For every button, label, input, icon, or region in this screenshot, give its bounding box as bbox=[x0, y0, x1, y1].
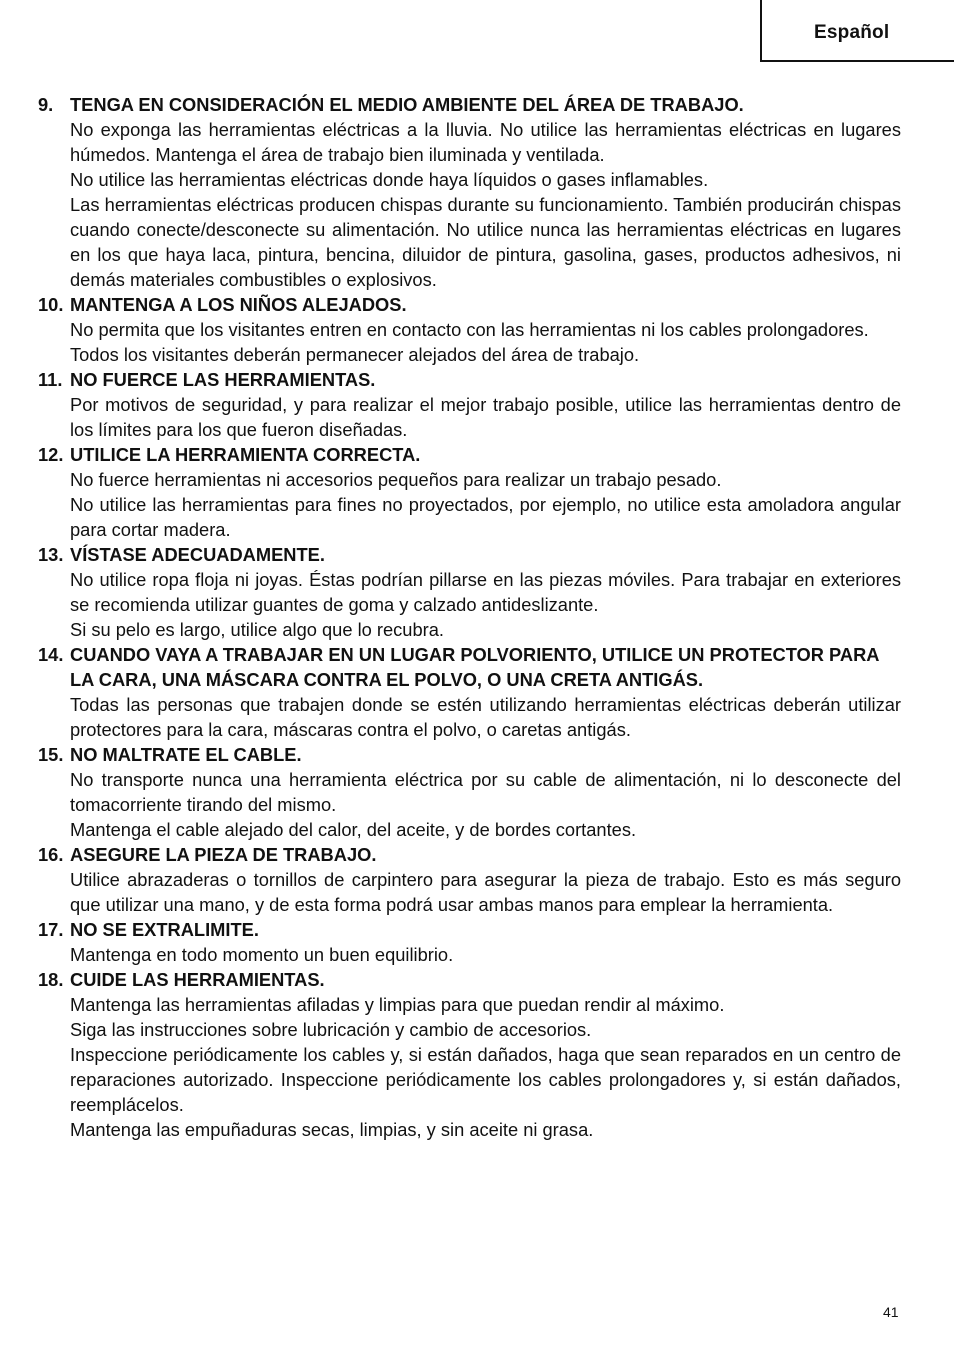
instruction-item-11 bbox=[38, 367, 901, 442]
item-paragraph: Mantenga en todo momento un buen equilibrio. bbox=[70, 944, 454, 965]
page-number: 41 bbox=[883, 1304, 899, 1320]
item-paragraph: No fuerce herramientas ni accesorios pequeños para realizar un trabajo pesado. bbox=[70, 469, 722, 490]
item-heading: MANTENGA A LOS NIÑOS ALEJADOS. bbox=[70, 294, 407, 315]
item-heading: NO FUERCE LAS HERRAMIENTAS. bbox=[70, 369, 376, 390]
item-paragraph: Todos los visitantes deberán permanecer alejados del área de trabajo. bbox=[70, 344, 640, 365]
instruction-item-14 bbox=[38, 642, 901, 742]
item-heading: NO MALTRATE EL CABLE. bbox=[70, 744, 302, 765]
item-paragraph: Siga las instrucciones sobre lubricación y cambio de accesorios. bbox=[70, 1019, 592, 1040]
item-number: 11. bbox=[38, 369, 63, 390]
item-number: 12. bbox=[38, 444, 64, 465]
item-paragraph: Las herramientas eléctricas producen chispas durante su funcionamiento. También producirán chispas cuando conecte/desconecte su alimentación. No utilice nunca las herramientas eléctricas en lugares en los que haya laca, pintura, bencina, diluidor de pintura, gasolina, gases, productos adhesivos, ni demás materiales combustibles o explosivos. bbox=[70, 194, 901, 290]
item-number: 10. bbox=[38, 294, 64, 315]
item-paragraph: No utilice las herramientas para fines no proyectados, por ejemplo, no utilice esta amoladora angular para cortar madera. bbox=[70, 494, 901, 540]
instruction-item-17 bbox=[38, 917, 901, 967]
instruction-item-12 bbox=[38, 442, 901, 542]
item-paragraph: No exponga las herramientas eléctricas a la lluvia. No utilice las herramientas eléctricas en lugares húmedos. Mantenga el área de trabajo bien iluminada y ventilada. bbox=[70, 119, 901, 165]
item-heading: TENGA EN CONSIDERACIÓN EL MEDIO AMBIENTE DEL ÁREA DE TRABAJO. bbox=[70, 94, 744, 115]
item-paragraph: Mantenga las empuñaduras secas, limpias, y sin aceite ni grasa. bbox=[70, 1119, 594, 1140]
item-heading: CUIDE LAS HERRAMIENTAS. bbox=[70, 969, 325, 990]
item-number: 13. bbox=[38, 544, 64, 565]
item-paragraph: No permita que los visitantes entren en contacto con las herramientas ni los cables prolongadores. bbox=[70, 319, 869, 340]
item-heading: NO SE EXTRALIMITE. bbox=[70, 919, 259, 940]
item-heading: ASEGURE LA PIEZA DE TRABAJO. bbox=[70, 844, 377, 865]
item-number: 15. bbox=[38, 744, 64, 765]
item-heading: CUANDO VAYA A TRABAJAR EN UN LUGAR POLVORIENTO, UTILICE UN PROTECTOR PARA LA CARA, UNA MÁSCARA CONTRA EL POLVO, O UNA CRETA ANTIGÁS. bbox=[70, 644, 879, 690]
item-paragraph: Todas las personas que trabajen donde se estén utilizando herramientas eléctricas deberán utilizar protectores para la cara, máscaras contra el polvo, o caretas antigás. bbox=[70, 694, 901, 740]
instruction-item-15 bbox=[38, 742, 901, 842]
instruction-item-13 bbox=[38, 542, 901, 642]
item-heading: UTILICE LA HERRAMIENTA CORRECTA. bbox=[70, 444, 421, 465]
language-tab bbox=[760, 0, 954, 62]
item-paragraph: Inspeccione periódicamente los cables y, si están dañados, haga que sean reparados en un centro de reparaciones autorizado. Inspeccione periódicamente los cables prolongadores y, si están dañados, reemplácelos. bbox=[70, 1044, 901, 1115]
instruction-item-9 bbox=[38, 92, 901, 292]
item-heading: VÍSTASE ADECUADAMENTE. bbox=[70, 544, 325, 565]
item-paragraph: No utilice ropa floja ni joyas. Éstas podrían pillarse en las piezas móviles. Para trabajar en exteriores se recomienda utilizar guantes de goma y calzado antideslizante. bbox=[70, 569, 901, 615]
item-paragraph: Mantenga las herramientas afiladas y limpias para que puedan rendir al máximo. bbox=[70, 994, 725, 1015]
instruction-item-10 bbox=[38, 292, 901, 367]
item-number: 9. bbox=[38, 94, 54, 115]
item-paragraph: Utilice abrazaderas o tornillos de carpintero para asegurar la pieza de trabajo. Esto es más seguro que utilizar una mano, y de esta forma podrá usar ambas manos para emplear la herramienta. bbox=[70, 869, 901, 915]
safety-instructions-list bbox=[38, 92, 901, 1142]
item-paragraph: Mantenga el cable alejado del calor, del aceite, y de bordes cortantes. bbox=[70, 819, 637, 840]
instruction-item-18 bbox=[38, 967, 901, 1142]
instruction-item-16 bbox=[38, 842, 901, 917]
item-paragraph: Por motivos de seguridad, y para realizar el mejor trabajo posible, utilice las herramientas dentro de los límites para los que fueron diseñadas. bbox=[70, 394, 901, 440]
item-number: 16. bbox=[38, 844, 64, 865]
item-number: 14. bbox=[38, 644, 64, 665]
item-paragraph: No transporte nunca una herramienta eléctrica por su cable de alimentación, ni lo desconecte del tomacorriente tirando del mismo. bbox=[70, 769, 901, 815]
item-number: 18. bbox=[38, 969, 64, 990]
item-paragraph: No utilice las herramientas eléctricas donde haya líquidos o gases inflamables. bbox=[70, 169, 709, 190]
language-label: Español bbox=[814, 22, 890, 43]
item-number: 17. bbox=[38, 919, 64, 940]
item-paragraph: Si su pelo es largo, utilice algo que lo recubra. bbox=[70, 619, 444, 640]
